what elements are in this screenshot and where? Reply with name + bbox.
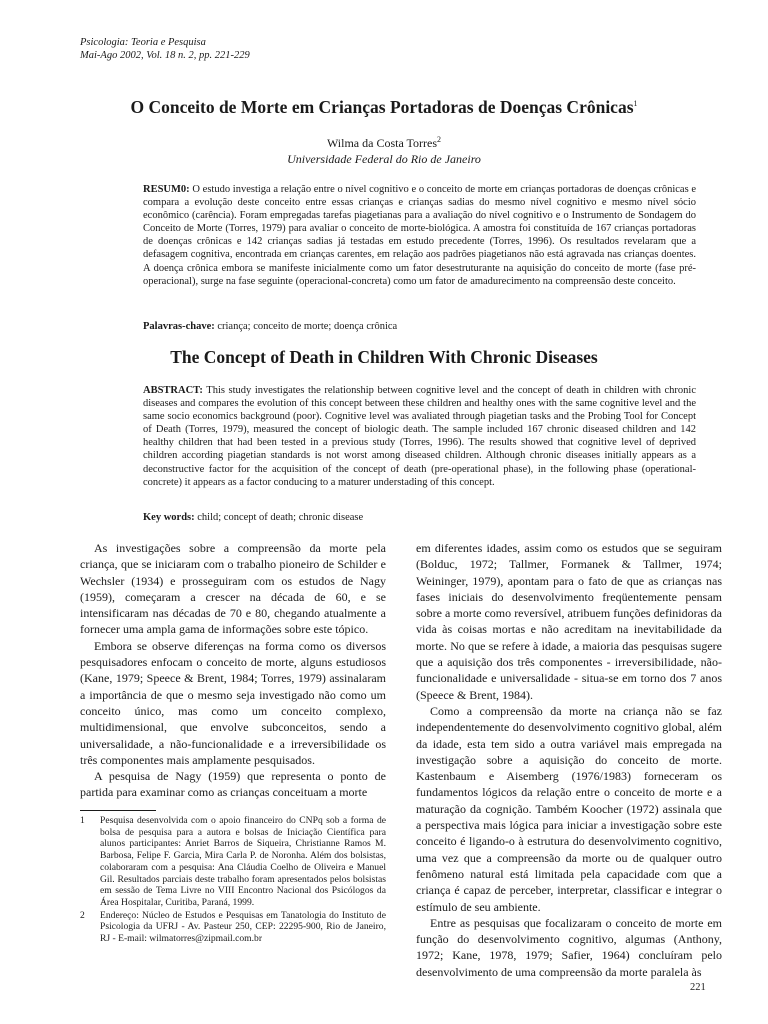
journal-name: Psicologia: Teoria e Pesquisa: [80, 37, 206, 48]
footnote-text: Pesquisa desenvolvida com o apoio financeiro do CNPq sob a forma de bolsa de pesquisa para a autora e bolsas de Iniciação Científica para alunos participantes: Anriet Barros de Siqueira, Christianne Ramos M. Barbosa, Felipe F. Garcia, Mira Carla P. de Noronha. Além dos bolsistas, colaboraram com a pesquisa: Ana Cláudia Coelho de Oliveira e Manuel Gil. Resultados parciais deste trabalho foram apresentados pelos bolsistas em sessão de Tema Livre no VIII Encontro Nacional dos Psicólogos da Área Hospitalar, Curitiba, Paraná, 1999.: [100, 815, 386, 908]
body-paragraph: Entre as pesquisas que focalizaram o conceito de morte em função do desenvolvimento cognitivo, algumas (Anthony, 1972; Kane, 1978, 1979; Safier, 1964) concluíram pelo desenvolvimento de uma compreensão da morte paralela às: [416, 915, 722, 979]
resumo-text: O estudo investiga a relação entre o nível cognitivo e o conceito de morte em crianças portadoras de doenças crônicas e compara a evolução deste conceito entre essas crianças e crianças sadias do mesmo nível cognitivo e mesmo nível sócio econômico (carência). Foram empregadas tarefas piagetianas para a avaliação do nível cognitivo e o Instrumento de Sondagem do Conceito de Morte (Torres, 1979) para avaliar o conceito de morte-biológica. A amostra foi constituída de 167 crianças portadoras de doenças crônicas e 142 crianças sadias já testadas em estudo precedente (Torres, 1996). Os resultados revelaram que a defasagem cognitiva, encontrada em crianças carentes, em relação aos padrões piagetianos não está agravada nas crianças doentes. A doença crônica embora se manifeste inicialmente como um fator desestruturante na aquisição do conceito de morte (fase pré-operacional), surge na fase seguinte (operacional-concreta) como um fator de amadurecimento na compreensão deste conceito.: [143, 184, 697, 287]
keywords-english: [143, 511, 696, 524]
body-column-left: [80, 540, 386, 801]
abstract-text: This study investigates the relationship between cognitive level and the concept of death in children with chronic diseases and compares the evolution of this concept between these children and healthy ones with the same cognitive level and the same socio economics background (poor). Cognitive level was avaliated through piagetian tasks and the Probing Tool for Concept of Death (Torres, 1979), measured the concept of biologic death. The sample included 167 chronic diseased children and 142 healthy children that had been tested in a previous study (Torres, 1996). The results showed that cognitive level of deprived children according piagetian standards is not worst among diseased children. Although chronic diseases initially appears as a deconstructive factor for the acquisition of the concept of death (pre-operational phase), in the following phase (operational-concrete) it appears as a factor conducing to a maturer understading of this concept.: [143, 385, 696, 488]
footnote-text: Endereço: Núcleo de Estudos e Pesquisas em Tanatologia do Instituto de Psicologia da UFRJ - Av. Pasteur 250, CEP: 22295-900, Rio de Janeiro, RJ - E-mail: wilmatorres@zipmail.com.br: [100, 909, 386, 945]
body-paragraph: em diferentes idades, assim como os estudos que se seguiram (Bolduc, 1972; Tallmer, Formanek & Tallmer, 1974; Weininger, 1979), apontam para o fato de que as crianças nas fases iniciais do desenvolvimento freqüentemente pensam sobre a morte como reversível, atribuem funções definidoras da vida às coisas mortas e não acreditam na inevitabilidade da morte. No que se refere à idade, a maioria das pesquisas sugere que a aquisição dos três componentes - irreversibilidade, não-funcionalidade e universalidade - situa-se em torno dos 7 anos (Speece & Brent, 1984).: [416, 541, 722, 702]
body-paragraph: Como a compreensão da morte na criança não se faz independentemente do desenvolvimento cognitivo global, além da idade, esta tem sido a outra variável mais empregada na investigação sobre a aquisição do conceito de morte. Kastenbaum e Aisemberg (1976/1983) forneceram os fundamentos lógicos da relação entre o conceito de morte e a maturação da cognição. Também Koocher (1972) assinala que a perspectiva mais lógica para iniciar a investigação sobre este conceito é ligando-o à estrutura do desenvolvimento cognitivo, uma vez que a compreensão da morte ou de qualquer outro fenômeno natural está limitada pela capacidade com que a criança é capaz de perceber, interpretar, classificar e integrar o estímulo de seu ambiente.: [416, 703, 722, 914]
footnote-item: [80, 910, 386, 945]
footnote-divider: [80, 810, 156, 811]
body-paragraph: A pesquisa de Nagy (1959) que representa o ponto de partida para examinar como as crianças conceituam a morte: [80, 769, 386, 800]
article-title-text: O Conceito de Morte em Crianças Portadoras de Doenças Crônicas: [130, 97, 634, 117]
footnotes: [80, 815, 386, 946]
resumo-label: RESUM0:: [143, 184, 190, 195]
keywords-portuguese: [143, 320, 696, 333]
author-name: [0, 135, 768, 151]
article-title-english: The Concept of Death in Children With Chronic Diseases: [170, 347, 598, 367]
abstract-paragraph: [143, 384, 696, 489]
keywords-en-text: child; concept of death; chronic disease: [197, 512, 364, 523]
keywords-pt-text: criança; conceito de morte; doença crônica: [217, 321, 398, 332]
body-paragraph: As investigações sobre a compreensão da morte pela criança, que se iniciaram com o trabalho pioneiro de Schilder e Wechsler (1934) e prosseguiram com os estudos de Nagy (1959), começaram a crescer na década de 60, e se intensificaram nas décadas de 70 e 80, chegando atualmente a fornecer uma ampla gama de informações sobre este tópico.: [80, 541, 386, 637]
abstract-label: ABSTRACT:: [143, 385, 203, 396]
journal-header: [80, 36, 250, 62]
author-footnote-marker: 2: [437, 135, 442, 144]
page-number: 221: [690, 982, 706, 993]
footnote-item: [80, 815, 386, 909]
footnote-number: 1: [80, 815, 85, 826]
article-title-portuguese: [0, 97, 768, 118]
author-name-text: Wilma da Costa Torres: [326, 136, 438, 150]
title-footnote-marker: 1: [633, 99, 638, 109]
keywords-pt-label: Palavras-chave:: [143, 321, 215, 332]
footnote-number: 2: [80, 909, 85, 921]
author-affiliation: Universidade Federal do Rio de Janeiro: [287, 152, 481, 166]
journal-issue: Mai-Ago 2002, Vol. 18 n. 2, pp. 221-229: [80, 50, 250, 61]
keywords-en-label: Key words:: [143, 512, 195, 523]
resumo-paragraph: [143, 183, 696, 288]
body-column-right: [416, 540, 722, 980]
body-paragraph: Embora se observe diferenças na forma como os diversos pesquisadores enfocam o conceito de morte, alguns estudiosos (Kane, 1979; Speece & Brent, 1984; Torres, 1979) assinalaram a importância de que o mesmo seja investigado não como um conceito único, mas como um conceito complexo, multidimensional, que envolve subconceitos, sendo a universalidade, a não-funcionalidade e a irreversibilidade os três componentes mais amplamente pesquisados.: [80, 638, 386, 767]
